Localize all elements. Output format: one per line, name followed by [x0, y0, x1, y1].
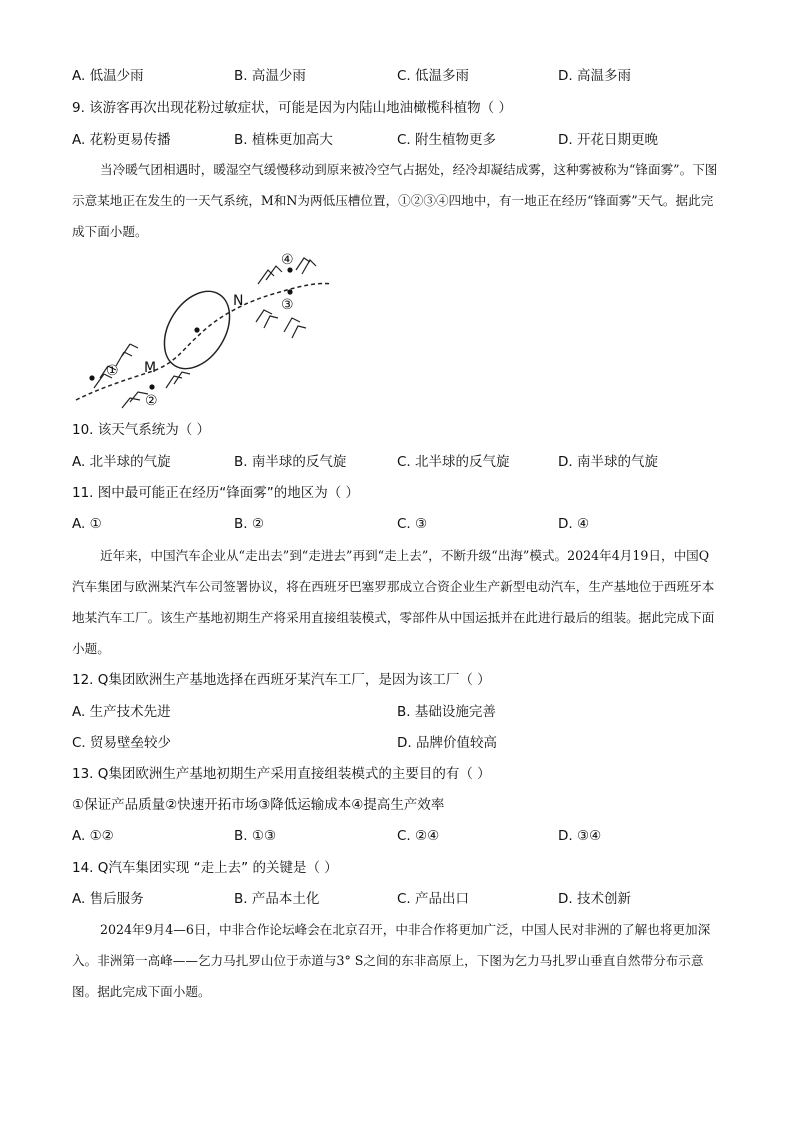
q9-stem: 9. 该游客再次出现花粉过敏症状，可能是因为内陆山地油橄榄科植物（ ）: [72, 100, 512, 116]
q10-option-c: C. 北半球的反气旋: [397, 454, 510, 470]
wind-barbs: [94, 258, 316, 408]
label-m: M: [144, 360, 157, 376]
label-point-3: ③: [281, 297, 294, 313]
q11-option-b: B. ②: [234, 516, 264, 532]
q9-option-a: A. 花粉更易传播: [72, 132, 171, 148]
q8-option-d: D. 高温多雨: [558, 68, 631, 84]
q12-stem: 12. Q集团欧洲生产基地选择在西班牙某汽车工厂，是因为该工厂（ ）: [72, 672, 491, 688]
passage-q-auto-group: 近年来，中国汽车企业从“走出去”到“走进去”再到“走上去”，不断升级“出海”模式。2024年4月19日，中国Q汽车集团与欧洲某汽车公司签署协议，将在西班牙巴塞罗那成立合资企业生产新型电动汽车，生产基地位于西班牙本地某汽车工厂。该生产基地初期生产将采用直接组装模式，零部件从中国运抵并在此进行最后的组装。据此完成下面小题。: [72, 548, 715, 656]
q13-option-d: D. ③④: [558, 828, 602, 844]
q14-option-d: D. 技术创新: [558, 891, 631, 907]
q13-option-c: C. ②④: [397, 828, 440, 844]
q13-items: ①保证产品质量②快速开拓市场③降低运输成本④提高生产效率: [72, 797, 445, 813]
q9-option-d: D. 开花日期更晚: [558, 132, 658, 148]
q8-option-c: C. 低温多雨: [397, 68, 470, 84]
q11-stem: 11. 图中最可能正在经历“锋面雾”的地区为（ ）: [72, 485, 360, 501]
label-point-4: ④: [281, 252, 294, 268]
q14-stem: 14. Q汽车集团实现 “走上去” 的关键是（ ）: [72, 860, 338, 876]
q11-option-d: D. ④: [558, 516, 590, 532]
q12-option-a: A. 生产技术先进: [72, 704, 171, 720]
q14-option-b: B. 产品本土化: [234, 891, 320, 907]
point-2-dot: [149, 384, 154, 389]
q9-option-b: B. 植株更加高大: [234, 132, 333, 148]
q13-option-b: B. ①③: [234, 828, 277, 844]
point-3-dot: [287, 289, 292, 294]
q14-option-a: A. 售后服务: [72, 891, 144, 907]
q14-option-c: C. 产品出口: [397, 891, 470, 907]
passage-kilimanjaro: 2024年9月4—6日，中非合作论坛峰会在北京召开，中非合作将更加广泛，中国人民对非洲的了解也将更加深入。非洲第一高峰——乞力马扎罗山位于赤道与3° S之间的东非高原上，下图为乞力马扎罗山垂直自然带分布示意图。据此完成下面小题。: [72, 922, 711, 999]
q10-option-b: B. 南半球的反气旋: [234, 454, 347, 470]
point-1-dot: [89, 375, 94, 380]
q8-option-b: B. 高温少雨: [234, 68, 306, 84]
passage-frontal-fog: 当冷暖气团相遇时，暖湿空气缓慢移动到原来被冷空气占据处，经冷却凝结成雾，这种雾被称为“锋面雾”。下图示意某地正在发生的一天气系统，M和N为两低压槽位置，①②③④四地中，有一地正在经历“锋面雾”天气。据此完成下面小题。: [72, 162, 718, 239]
q12-option-c: C. 贸易壁垒较少: [72, 735, 172, 751]
q8-option-a: A. 低温少雨: [72, 68, 144, 84]
trough-line: [76, 283, 332, 400]
q10-stem: 10. 该天气系统为（ ）: [72, 422, 211, 438]
q9-option-c: C. 附生植物更多: [397, 132, 497, 148]
label-point-2: ②: [145, 393, 158, 409]
q12-option-d: D. 品牌价值较高: [397, 735, 497, 751]
q10-option-d: D. 南半球的气旋: [558, 454, 658, 470]
q10-option-a: A. 北半球的气旋: [72, 454, 171, 470]
q11-option-a: A. ①: [72, 516, 102, 532]
label-point-1: ①: [106, 363, 119, 379]
weather-system-diagram: [70, 248, 340, 416]
center-dot: [194, 327, 199, 332]
q12-option-b: B. 基础设施完善: [397, 704, 496, 720]
q13-option-a: A. ①②: [72, 828, 114, 844]
q11-option-c: C. ③: [397, 516, 428, 532]
point-4-dot: [287, 267, 292, 272]
q13-stem: 13. Q集团欧洲生产基地初期生产采用直接组装模式的主要目的有（ ）: [72, 766, 491, 782]
label-n: N: [233, 293, 244, 309]
